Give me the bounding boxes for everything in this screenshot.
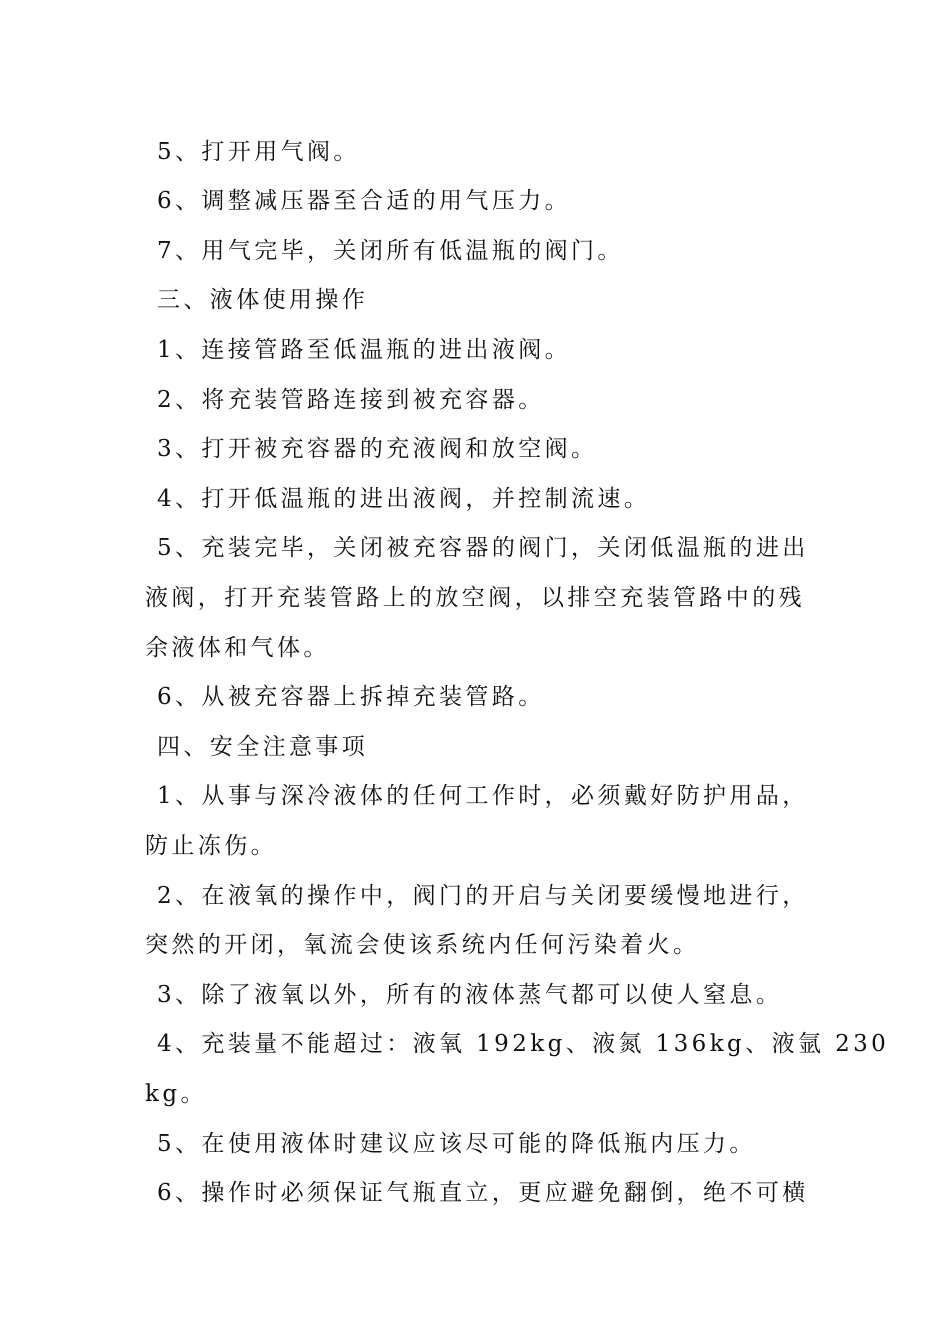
text-line: 1、从事与深冷液体的任何工作时，必须戴好防护用品， <box>157 783 809 809</box>
text-line: 4、充装量不能超过：液氧 192kg、液氮 136kg、液氩 230 <box>157 1031 890 1057</box>
text-line: 3、打开被充容器的充液阀和放空阀。 <box>157 436 598 462</box>
text-line: 5、在使用液体时建议应该尽可能的降低瓶内压力。 <box>157 1131 756 1157</box>
text-line: 5、打开用气阀。 <box>157 139 360 165</box>
text-line: 6、从被充容器上拆掉充装管路。 <box>157 684 545 710</box>
text-line: 2、在液氧的操作中，阀门的开启与关闭要缓慢地进行， <box>157 883 809 909</box>
text-line: 7、用气完毕，关闭所有低温瓶的阀门。 <box>157 238 624 264</box>
text-line: 余液体和气体。 <box>145 635 330 661</box>
text-line: 3、除了液氧以外，所有的液体蒸气都可以使人窒息。 <box>157 982 783 1008</box>
text-line: 2、将充装管路连接到被充容器。 <box>157 387 545 413</box>
section-heading: 三、液体使用操作 <box>157 287 369 313</box>
text-line: 突然的开闭，氧流会使该系统内任何污染着火。 <box>145 932 700 958</box>
text-line: 4、打开低温瓶的进出液阀，并控制流速。 <box>157 486 651 512</box>
text-line: 5、充装完毕，关闭被充容器的阀门，关闭低温瓶的进出 <box>157 535 809 561</box>
text-line: 6、调整减压器至合适的用气压力。 <box>157 188 572 214</box>
section-heading: 四、安全注意事项 <box>157 734 369 760</box>
text-line: kg。 <box>145 1081 207 1107</box>
text-line: 6、操作时必须保证气瓶直立，更应避免翻倒，绝不可横 <box>157 1180 809 1206</box>
text-line: 液阀，打开充装管路上的放空阀，以排空充装管路中的残 <box>145 585 805 611</box>
text-line: 1、连接管路至低温瓶的进出液阀。 <box>157 337 572 363</box>
text-line: 防止冻伤。 <box>145 833 277 859</box>
